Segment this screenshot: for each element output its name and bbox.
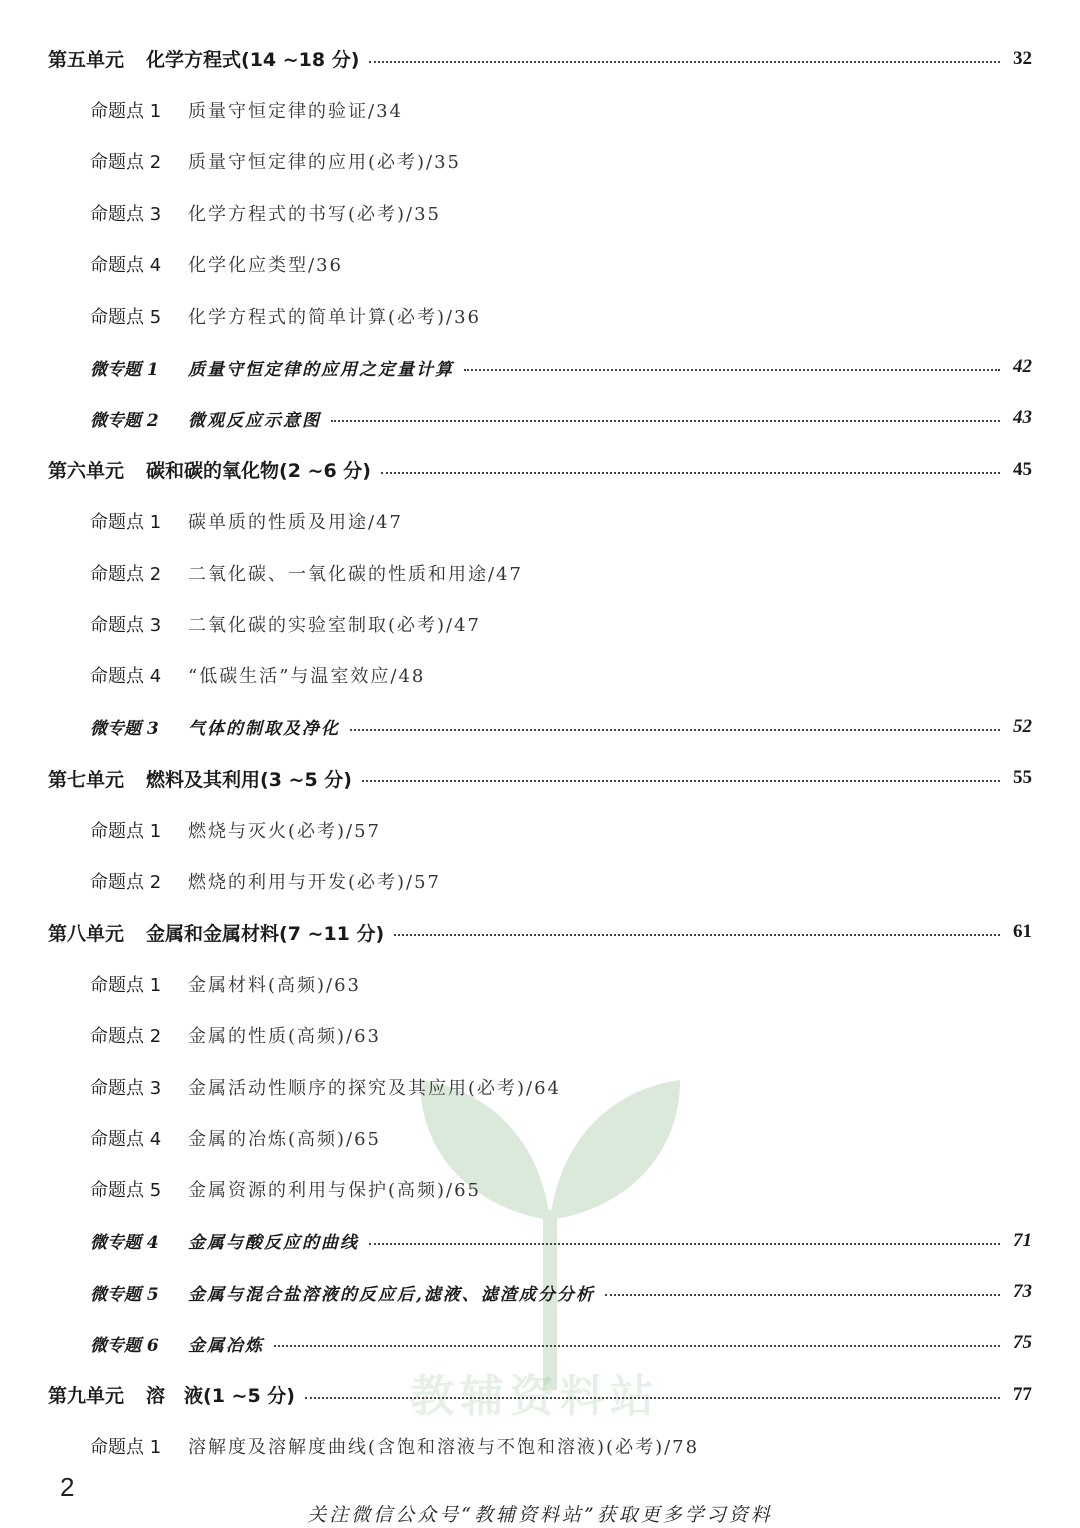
unit-row[interactable] [0, 33, 1080, 84]
unit-title: 溶 液(1 ~5 分) [146, 1385, 295, 1408]
special-topic-text: 气体的制取及净化 [188, 719, 340, 740]
topic-row[interactable] [0, 1421, 1080, 1472]
topic-label: 命题点 1 [90, 974, 162, 996]
unit-page: 61 [1013, 921, 1032, 943]
topic-row[interactable] [0, 136, 1080, 187]
topic-label: 命题点 3 [90, 203, 162, 225]
dot-leader [464, 369, 1000, 371]
unit-page: 32 [1013, 47, 1032, 69]
special-topic-row[interactable] [0, 341, 1080, 392]
special-topic-label: 微专题 4 [90, 1233, 159, 1254]
special-topic-page: 43 [1013, 407, 1032, 429]
dot-leader [362, 780, 1000, 782]
special-topic-row[interactable] [0, 1215, 1080, 1266]
table-of-contents [0, 33, 1080, 1472]
dot-leader [369, 61, 1000, 63]
topic-row[interactable] [0, 547, 1080, 598]
topic-row[interactable] [0, 290, 1080, 341]
topic-text: 化学方程式的简单计算(必考)/36 [188, 306, 482, 328]
unit-page: 77 [1013, 1383, 1032, 1405]
special-topic-text: 金属与混合盐溶液的反应后,滤液、滤渣成分分析 [188, 1284, 595, 1305]
unit-title: 燃料及其利用(3 ~5 分) [146, 768, 352, 791]
special-topic-label: 微专题 6 [90, 1335, 159, 1356]
topic-text: 金属资源的利用与保护(高频)/65 [188, 1180, 482, 1202]
topic-text: 溶解度及溶解度曲线(含饱和溶液与不饱和溶液)(必考)/78 [188, 1437, 700, 1459]
special-topic-page: 75 [1013, 1332, 1032, 1354]
special-topic-page: 71 [1013, 1229, 1032, 1251]
topic-text: 金属材料(高频)/63 [188, 974, 362, 996]
special-topic-label: 微专题 2 [90, 410, 159, 431]
topic-label: 命题点 4 [90, 666, 162, 688]
unit-title: 碳和碳的氧化物(2 ~6 分) [146, 460, 371, 483]
unit-row[interactable] [0, 752, 1080, 803]
topic-text: 碳单质的性质及用途/47 [188, 512, 403, 534]
dot-leader [305, 1397, 1000, 1399]
dot-leader [605, 1294, 1000, 1296]
topic-row[interactable] [0, 804, 1080, 855]
unit-row[interactable] [0, 1369, 1080, 1420]
topic-text: 化学方程式的书写(必考)/35 [188, 203, 442, 225]
unit-label: 第五单元 [48, 49, 125, 72]
unit-label: 第七单元 [48, 768, 125, 791]
topic-row[interactable] [0, 1009, 1080, 1060]
topic-row[interactable] [0, 1112, 1080, 1163]
topic-label: 命题点 2 [90, 871, 162, 893]
topic-label: 命题点 4 [90, 1128, 162, 1150]
topic-label: 命题点 1 [90, 820, 162, 842]
topic-row[interactable] [0, 1164, 1080, 1215]
topic-label: 命题点 3 [90, 1077, 162, 1099]
topic-row[interactable] [0, 650, 1080, 701]
dot-leader [381, 472, 1000, 474]
unit-label: 第八单元 [48, 922, 125, 945]
topic-label: 命题点 1 [90, 101, 162, 123]
dot-leader [274, 1345, 1000, 1347]
unit-title: 化学方程式(14 ~18 分) [146, 49, 360, 72]
topic-row[interactable] [0, 855, 1080, 906]
unit-page: 45 [1013, 458, 1032, 480]
topic-text: “低碳生活”与温室效应/48 [188, 666, 426, 688]
topic-text: 金属的性质(高频)/63 [188, 1026, 382, 1048]
topic-label: 命题点 4 [90, 255, 162, 277]
topic-text: 二氧化碳、一氧化碳的性质和用途/47 [188, 563, 523, 585]
special-topic-text: 金属与酸反应的曲线 [188, 1233, 359, 1254]
topic-label: 命题点 2 [90, 152, 162, 174]
topic-row[interactable] [0, 496, 1080, 547]
special-topic-page: 42 [1013, 356, 1032, 378]
topic-text: 二氧化碳的实验室制取(必考)/47 [188, 614, 482, 636]
topic-label: 命题点 1 [90, 512, 162, 534]
unit-title: 金属和金属材料(7 ~11 分) [146, 922, 385, 945]
topic-label: 命题点 5 [90, 306, 162, 328]
topic-text: 燃烧与灭火(必考)/57 [188, 820, 382, 842]
unit-label: 第六单元 [48, 460, 125, 483]
topic-row[interactable] [0, 1061, 1080, 1112]
special-topic-label: 微专题 1 [90, 359, 159, 380]
topic-text: 金属的冶炼(高频)/65 [188, 1128, 382, 1150]
dot-leader [369, 1243, 1000, 1245]
topic-text: 质量守恒定律的验证/34 [188, 101, 403, 123]
special-topic-label: 微专题 3 [90, 719, 159, 740]
special-topic-page: 52 [1013, 715, 1032, 737]
topic-text: 质量守恒定律的应用(必考)/35 [188, 152, 462, 174]
watermark-text: 教辅资料站 [410, 1371, 660, 1422]
unit-label: 第九单元 [48, 1385, 125, 1408]
unit-row[interactable] [0, 444, 1080, 495]
dot-leader [331, 420, 1000, 422]
dot-leader [350, 729, 1000, 731]
unit-row[interactable] [0, 907, 1080, 958]
special-topic-text: 金属冶炼 [188, 1335, 264, 1356]
special-topic-text: 微观反应示意图 [188, 410, 321, 431]
special-topic-row[interactable] [0, 1266, 1080, 1317]
topic-row[interactable] [0, 958, 1080, 1009]
special-topic-row[interactable] [0, 393, 1080, 444]
topic-label: 命题点 3 [90, 614, 162, 636]
topic-row[interactable] [0, 187, 1080, 238]
topic-text: 金属活动性顺序的探究及其应用(必考)/64 [188, 1077, 562, 1099]
topic-row[interactable] [0, 84, 1080, 135]
dot-leader [394, 934, 1000, 936]
special-topic-label: 微专题 5 [90, 1284, 159, 1305]
special-topic-page: 73 [1013, 1281, 1032, 1303]
footer-note: 关注微信公众号“教辅资料站”获取更多学习资料 [307, 1504, 773, 1526]
topic-text: 化学化应类型/36 [188, 255, 343, 277]
topic-label: 命题点 2 [90, 1026, 162, 1048]
special-topic-text: 质量守恒定律的应用之定量计算 [188, 359, 454, 380]
topic-row[interactable] [0, 598, 1080, 649]
topic-label: 命题点 1 [90, 1437, 162, 1459]
topic-label: 命题点 5 [90, 1180, 162, 1202]
unit-page: 55 [1013, 767, 1032, 789]
topic-label: 命题点 2 [90, 563, 162, 585]
special-topic-row[interactable] [0, 701, 1080, 752]
special-topic-row[interactable] [0, 1318, 1080, 1369]
page-number: 2 [60, 1472, 75, 1502]
topic-row[interactable] [0, 239, 1080, 290]
topic-text: 燃烧的利用与开发(必考)/57 [188, 871, 442, 893]
